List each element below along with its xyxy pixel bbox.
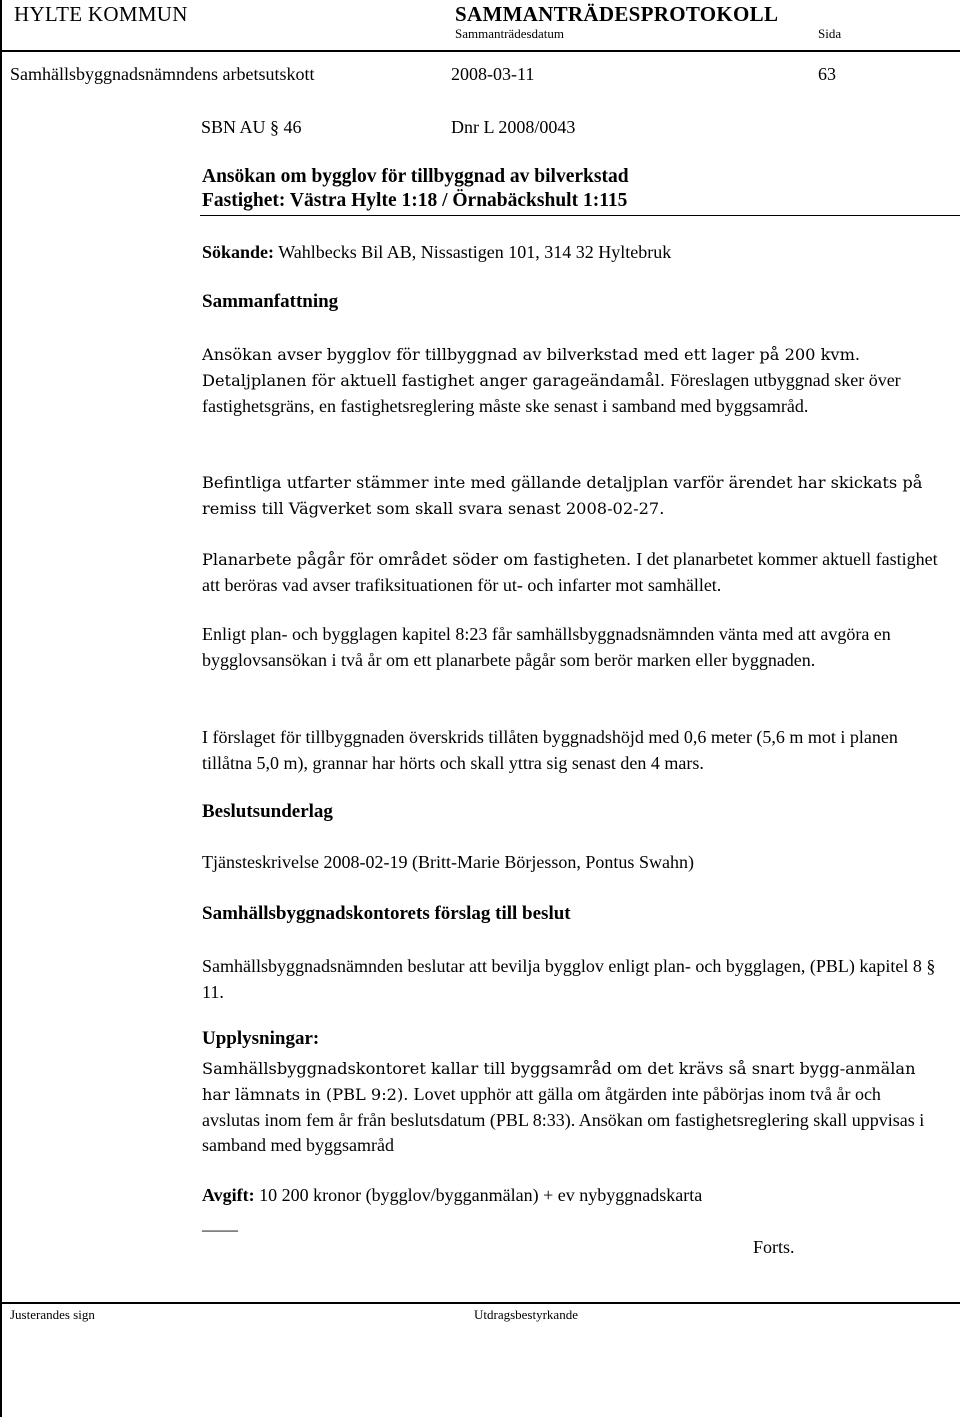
info-paragraph [202, 1056, 937, 1159]
info-part2: Lovet upphör att gälla om åtgärden inte påbörjas inom två år och avslutas inom fem år från beslutsdatum (PBL 8:33). Ansökan om fastighetsreglering skall uppvisas i samband med byggsamråd [202, 1083, 925, 1156]
title-divider [200, 215, 960, 216]
summary-p2: Befintliga utfarter stämmer inte med gällande detaljplan varför ärendet har skickats på remiss till Vägverket som skall svara senast 2008-02-27. [202, 473, 923, 518]
property-designation: Fastighet: Västra Hylte 1:18 / Örnabäckshult 1:115 [202, 190, 628, 211]
left-border [0, 0, 2, 1417]
case-reference: SBN AU § 46 [201, 117, 302, 137]
proposal-text: Samhällsbyggnadsnämnden beslutar att bevilja bygglov enligt plan- och bygglagen, (PBL) kapitel 8 § 11. [202, 956, 936, 1002]
fee-label: Avgift: [202, 1185, 255, 1205]
info-part1: Samhällsbyggnadskontoret kallar till byggsamråd om det krävs så snart bygg-anmälan har lämnats in (PBL 9:2). [202, 1059, 916, 1104]
certified-extract-label: Utdragsbestyrkande [474, 1307, 578, 1322]
committee-name: Samhällsbyggnadsnämndens arbetsutskott [10, 64, 315, 84]
applicant-value: Wahlbecks Bil AB, Nissastigen 101, 314 32 Hyltebruk [274, 242, 672, 262]
summary-paragraph-2 [202, 470, 957, 522]
header-divider [0, 50, 960, 52]
summary-paragraph-5 [202, 725, 947, 777]
summary-p5: I förslaget för tillbyggnaden överskrids tillåten byggnadshöjd med 0,6 meter (5,6 m mot i planen tillåtna 5,0 m), grannar har hörts och skall yttra sig senast den 4 mars. [202, 727, 898, 773]
summary-p1-part1: Ansökan avser bygglov för tillbyggnad av bilverkstad med ett lager på 200 kvm. Detaljplanen för aktuell fastighet anger garageändamål. [202, 345, 861, 390]
applicant-label: Sökande: [202, 242, 275, 262]
proposal-paragraph [202, 954, 957, 1006]
summary-paragraph-4 [202, 622, 942, 674]
proposal-heading: Samhällsbyggnadskontorets förslag till beslut [202, 903, 571, 924]
basis-heading: Beslutsunderlag [202, 801, 333, 822]
summary-heading: Sammanfattning [202, 291, 339, 312]
basis-text: Tjänsteskrivelse 2008-02-19 (Britt-Marie Börjesson, Pontus Swahn) [202, 852, 694, 872]
meeting-date: 2008-03-11 [451, 64, 535, 84]
summary-paragraph-3 [202, 547, 960, 599]
applicant-line [202, 242, 671, 263]
summary-p4: Enligt plan- och bygglagen kapitel 8:23 får samhällsbyggnadsnämnden vänta med att avgöra en bygglovsansökan i två år om ett planarbete pågår som berör marken eller byggnaden. [202, 624, 891, 670]
organization-name: HYLTE KOMMUN [14, 2, 188, 26]
fee-value: 10 200 kronor (bygglov/bygganmälan) + ev nybyggnadskarta [254, 1185, 703, 1205]
continuation-text: Forts. [753, 1237, 795, 1257]
summary-p1-part2: Föreslagen utbyggnad sker över fastighetsgräns, en fastighetsreglering måste ske senast i samband med byggsamråd. [202, 369, 901, 416]
document-type: SAMMANTRÄDESPROTOKOLL [455, 2, 779, 26]
summary-p3-part2: I det planarbetet kommer aktuell fastighet att beröras vad avser trafiksituationen för ut- och infarter mot samhället. [202, 549, 938, 595]
info-heading: Upplysningar: [202, 1028, 320, 1049]
adjuster-sign-label: Justerandes sign [10, 1307, 95, 1322]
fee-line [202, 1185, 702, 1206]
case-title: Ansökan om bygglov för tillbyggnad av bilverkstad [202, 166, 629, 187]
continuation-dash: ____ [202, 1213, 238, 1233]
footer-divider [0, 1302, 960, 1304]
page-number: 63 [818, 64, 836, 84]
summary-paragraph-1 [202, 342, 957, 419]
meeting-date-label: Sammanträdesdatum [455, 26, 565, 41]
summary-p3-part1: Planarbete pågår för området söder om fastigheten. [202, 550, 637, 569]
page-label: Sida [818, 26, 842, 41]
diary-number: Dnr L 2008/0043 [451, 117, 576, 137]
